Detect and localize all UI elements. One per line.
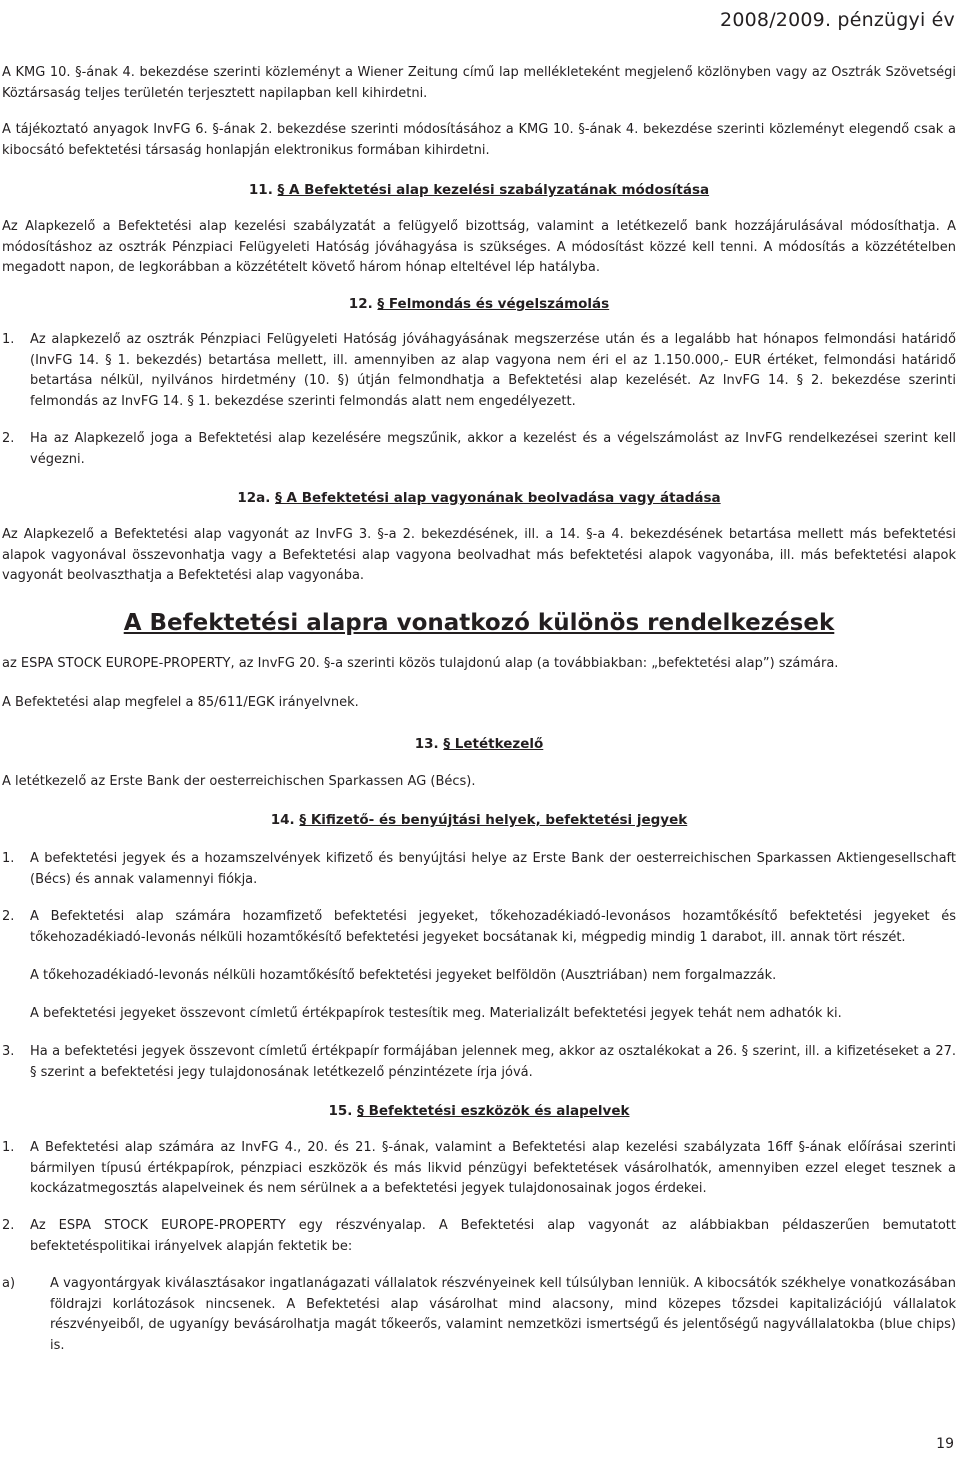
section-14-heading <box>2 810 956 830</box>
section-14-item-3 <box>2 1042 956 1083</box>
list-item-text: Ha a befektetési jegyek összevont címletű értékpapír formájában jelennek meg, akkor az osztalékokat a 26. § szerint, ill. a kifizetéseket a 27. § szerint a befektetési jegy tulajdonosának letétkezelő pénzintézete írja jóvá. <box>30 1044 956 1080</box>
list-item-text: Az ESPA STOCK EUROPE-PROPERTY egy részvényalap. A Befektetési alap vagyonát az alábbiakban példaszerűen bemutatott befektetéspolitikai irányelvek alapján fektetik be: <box>30 1218 956 1254</box>
list-item-text: A befektetési jegyek és a hozamszelvények kifizető és benyújtási helye az Erste Bank der oesterreichischen Sparkassen Aktiengesellschaft (Bécs) és annak valamennyi fiókja. <box>30 851 956 887</box>
section-12-item-1 <box>2 330 956 412</box>
section-14-subparagraph-1: A tőkehozadékiadó-levonás nélküli hozamtőkésítő befektetési jegyeket belföldön (Ausztriában) nem forgalmazzák. <box>30 968 777 983</box>
list-item-text: A Befektetési alap számára az InvFG 4., 20. és 21. §-ának, valamint a Befektetési alap kezelési szabályzata 16ff §-ának előírásai szerinti bármilyen típusú értékpapírok, pénzpiaci eszközök és más likvid pénzügyi befektetések vásárolhatók, amennyiben ezzel eleget tesznek a kockázatmegosztás alapelveinek és nem sérülnek a a befektetési jegyek tulajdonosainak jogos érdekei. <box>30 1140 956 1196</box>
list-number: 2. <box>2 431 15 446</box>
special-paragraph-2: A Befektetési alap megfelel a 85/611/EGK irányelvnek. <box>2 695 359 710</box>
section-14-title: § Kifizető- és benyújtási helyek, befektetési jegyek <box>299 812 688 828</box>
section-11-title: § A Befektetési alap kezelési szabályzatának módosítása <box>277 182 710 198</box>
section-14-number: 14. <box>270 812 295 828</box>
section-11-heading <box>2 180 956 200</box>
list-number: 1. <box>2 1140 15 1155</box>
list-letter: a) <box>2 1276 16 1291</box>
section-13-heading <box>2 734 956 754</box>
section-12-heading <box>2 294 956 314</box>
section-14-item-2 <box>2 907 956 948</box>
section-11-number: 11. <box>248 182 273 198</box>
section-13-paragraph: A letétkezelő az Erste Bank der oesterreichischen Sparkassen AG (Bécs). <box>2 774 476 789</box>
list-number: 2. <box>2 1218 15 1233</box>
section-12a-number: 12a. <box>237 490 271 506</box>
section-12-title: § Felmondás és végelszámolás <box>377 296 610 312</box>
header-title: 2008/2009. pénzügyi év <box>720 9 955 31</box>
section-14-item-1 <box>2 849 956 890</box>
special-provisions-title: A Befektetési alapra vonatkozó különös rendelkezések <box>123 610 835 636</box>
list-item-text: Ha az Alapkezelő joga a Befektetési alap kezelésére megszűnik, akkor a kezelést és a végelszámolást az InvFG rendelkezései szerint kell végezni. <box>30 431 956 467</box>
section-12a-title: § A Befektetési alap vagyonának beolvadása vagy átadása <box>275 490 721 506</box>
special-paragraph-1: az ESPA STOCK EUROPE-PROPERTY, az InvFG 20. §-a szerinti közös tulajdonú alap (a továbbiakban: „befektetési alap”) számára. <box>2 656 839 671</box>
list-number: 3. <box>2 1044 15 1059</box>
list-number: 1. <box>2 851 15 866</box>
section-12a-paragraph: Az Alapkezelő a Befektetési alap vagyonát az InvFG 3. §-a 2. bekezdésének, ill. a 14. §-a 4. bekezdésének betartása mellett más befektetési alapok vagyonával összevonhatja vagy a Befektetési alap vagyona beolvadhat más befektetési alapok vagyonába, ill. más befektetési alapok vagyonát beolvaszthatja a Befektetési alap vagyonába. <box>2 527 956 583</box>
list-number: 1. <box>2 332 15 347</box>
intro-paragraph-1: A KMG 10. §-ának 4. bekezdése szerinti közleményt a Wiener Zeitung című lap mellékleteként megjelenő közlönyben vagy az Osztrák Szövetségi Köztársaság teljes területén terjesztett napilapban kell kihirdetni. <box>2 65 956 101</box>
section-12a-heading <box>2 488 956 508</box>
section-12-item-2 <box>2 429 956 470</box>
section-12-number: 12. <box>348 296 373 312</box>
section-15-item-a <box>2 1274 956 1356</box>
section-13-title: § Letétkezelő <box>443 736 544 752</box>
page-number: 19 <box>936 1436 954 1452</box>
list-item-text: Az alapkezelő az osztrák Pénzpiaci Felügyeleti Hatóság jóváhagyásának megszerzése után és a legalább hat hónapos felmondási határidő (InvFG 14. § 1. bekezdés) betartása mellett, ill. amennyiben az alap vagyona nem éri el az 1.150.000,- EUR értéket, felmondási határidő betartása nélkül, nyilvános hirdetmény (10. §) útján felmondhatja a Befektetési alap kezelését. Az InvFG 14. § 2. bekezdése szerinti felmondás az InvFG 14. § 1. bekezdése szerinti felmondás alatt nem engedélyezett. <box>30 332 956 409</box>
list-item-text: A vagyontárgyak kiválasztásakor ingatlanágazati vállalatok részvényeinek kell túlsúlyban lenniük. A kibocsátók székhelye vonatkozásában földrajzi korlátozások nincsenek. A Befektetési alap vásárolhat mind alacsony, mind közepes tőzsdei kapitalizációjú vállalatok részvényeiből, de ugyanígy bevásárolhatja magát tőkeerős, valamint nemzetközi ismertségű és jelentőségű nagyvállalatokba (blue chips) is. <box>50 1276 956 1353</box>
list-item-text: A Befektetési alap számára hozamfizető befektetési jegyeket, tőkehozadékiadó-levonásos hozamtőkésítő befektetési jegyeket és tőkehozadékiadó-levonás nélküli hozamtőkésítő befektetési jegyeket bocsátanak ki, mégpedig mindig 1 darabot, ill. annak tört részét. <box>30 909 956 945</box>
section-13-number: 13. <box>414 736 439 752</box>
list-number: 2. <box>2 909 15 924</box>
section-15-item-1 <box>2 1138 956 1200</box>
section-15-item-2 <box>2 1216 956 1257</box>
section-15-number: 15. <box>328 1103 353 1119</box>
section-14-subparagraph-2: A befektetési jegyeket összevont címletű értékpapírok testesítik meg. Materializált befektetési jegyek tehát nem adhatók ki. <box>30 1006 842 1021</box>
section-15-title: § Befektetési eszközök és alapelvek <box>357 1103 630 1119</box>
section-15-heading <box>2 1101 956 1121</box>
section-11-paragraph: Az Alapkezelő a Befektetési alap kezelési szabályzatát a felügyelő bizottság, valamint a letétkezelő bank hozzájárulásával módosíthatja. A módosításhoz az osztrák Pénzpiaci Felügyeleti Hatóság jóváhagyása is szükséges. A módosítást közzé kell tenni. A módosítás a közzétételben megadott napon, de legkorábban a közzétételt követő három hónap elteltével lép hatályba. <box>2 219 956 275</box>
intro-paragraph-2: A tájékoztató anyagok InvFG 6. §-ának 2. bekezdése szerinti módosításához a KMG 10. §-ának 4. bekezdése szerinti közleményt elegendő csak a kibocsátó befektetési társaság honlapján elektronikus formában kihirdetni. <box>2 122 956 158</box>
